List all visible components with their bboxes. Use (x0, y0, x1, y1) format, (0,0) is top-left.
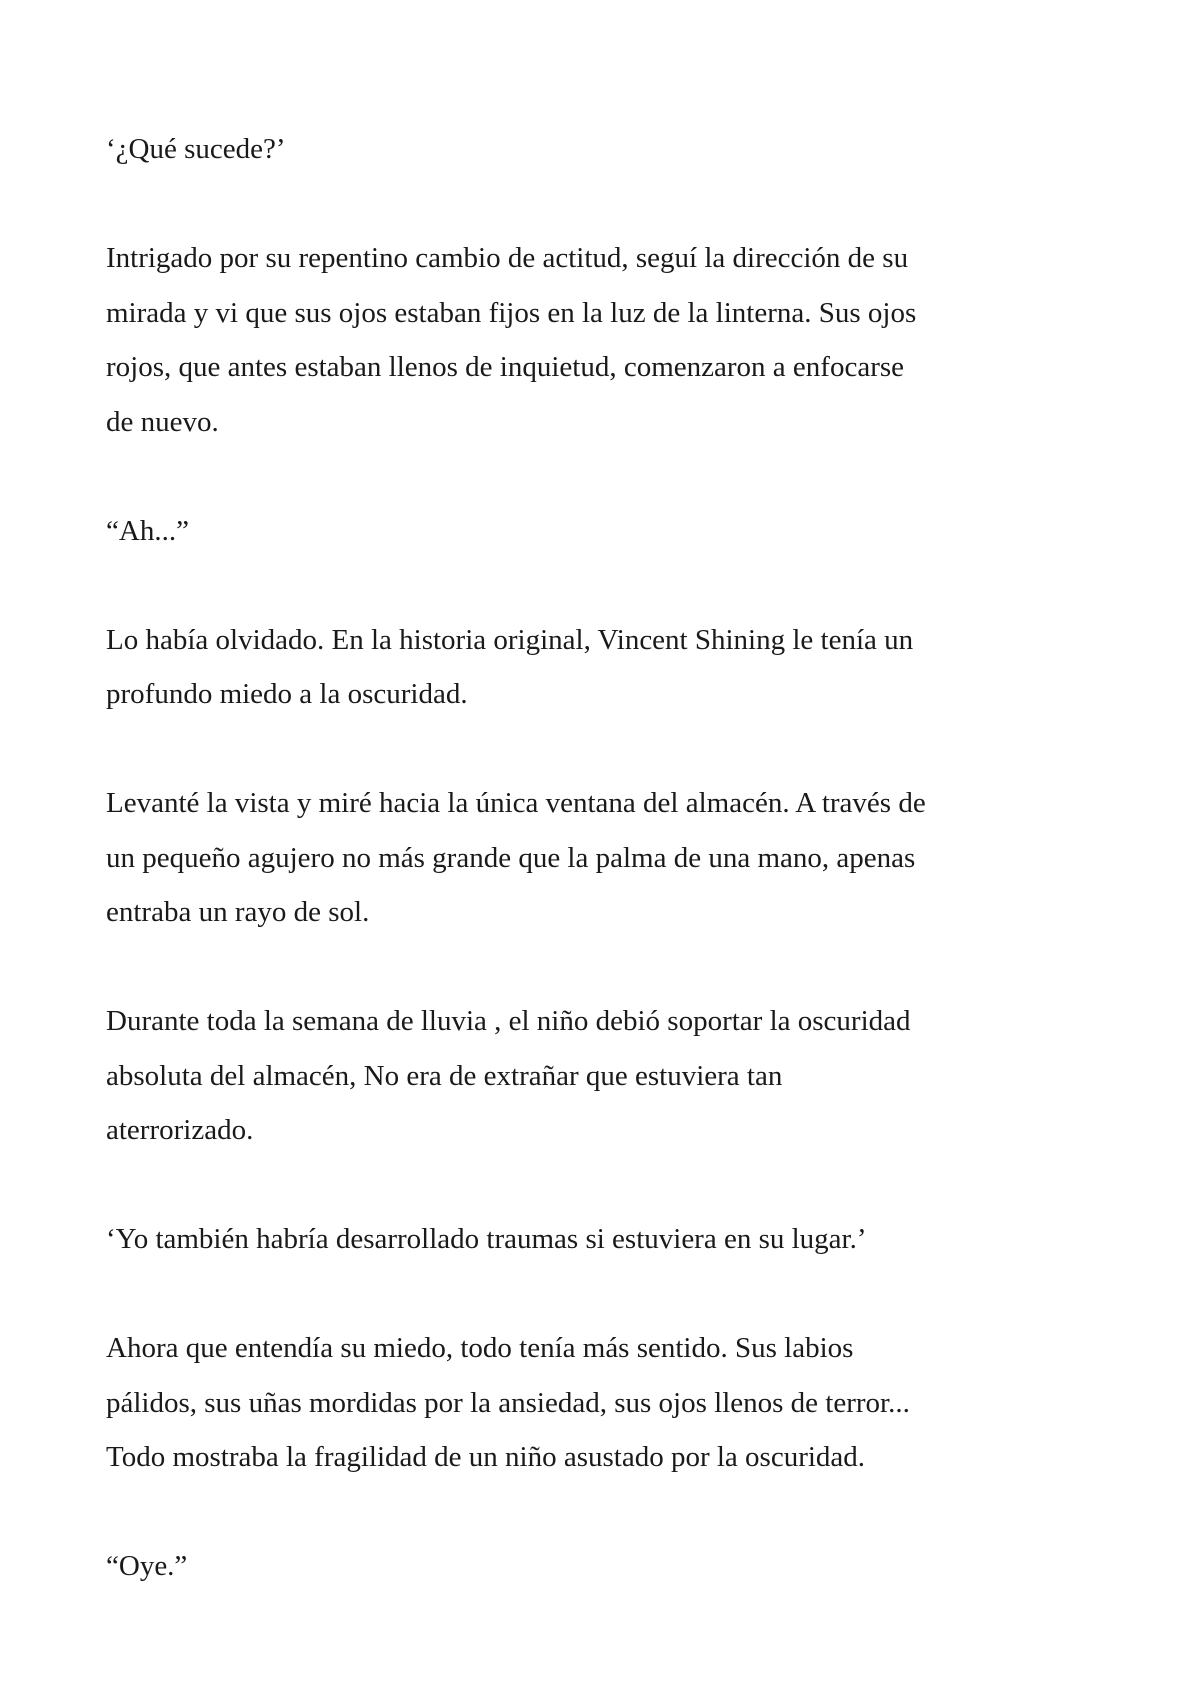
paragraph-dialogue-ah (106, 504, 1106, 559)
text-line: Intrigado por su repentino cambio de actitud, seguí la dirección de su (106, 242, 909, 274)
text-line: “Oye.” (106, 1550, 188, 1582)
text-line: profundo miedo a la oscuridad. (106, 678, 468, 710)
paragraph-thought-question (106, 122, 1106, 177)
paragraph-understanding (106, 1321, 1106, 1485)
text-line: Lo había olvidado. En la historia original, Vincent Shining le tenía un (106, 623, 914, 656)
text-line: mirada y vi que sus ojos estaban fijos en la luz de la linterna. Sus ojos (106, 296, 917, 329)
text-line: Levanté la vista y miré hacia la única ventana del almacén. A través de (106, 787, 926, 819)
text-line: rojos, que antes estaban llenos de inquietud, comenzaron a enfocarse (106, 351, 905, 383)
text-line: un pequeño agujero no más grande que la palma de una mano, apenas (106, 841, 916, 874)
text-line: ‘Yo también habría desarrollado traumas si estuviera en su lugar.’ (106, 1223, 867, 1255)
text-line: pálidos, sus uñas mordidas por la ansiedad, sus ojos llenos de terror... (106, 1386, 910, 1419)
paragraph-rain-week (106, 994, 1106, 1158)
paragraph-gaze (106, 231, 1106, 449)
text-line: absoluta del almacén, No era de extrañar que estuviera tan (106, 1059, 783, 1092)
text-line: Durante toda la semana de lluvia , el niño debió soportar la oscuridad (106, 1005, 911, 1037)
paragraph-window (106, 776, 1106, 940)
text-line: Ahora que entendía su miedo, todo tenía más sentido. Sus labios (106, 1332, 854, 1364)
text-line: entraba un rayo de sol. (106, 896, 370, 928)
text-line: “Ah...” (106, 514, 189, 547)
paragraph-thought-trauma (106, 1212, 1106, 1267)
paragraph-dialogue-oye (106, 1539, 1106, 1594)
paragraph-forgotten (106, 613, 1106, 722)
text-line: aterrorizado. (106, 1114, 254, 1146)
text-line: Todo mostraba la fragilidad de un niño asustado por la oscuridad. (106, 1441, 866, 1473)
text-line: ‘¿Qué sucede?’ (106, 133, 286, 165)
document-page (106, 122, 1106, 1648)
text-line: de nuevo. (106, 405, 219, 438)
